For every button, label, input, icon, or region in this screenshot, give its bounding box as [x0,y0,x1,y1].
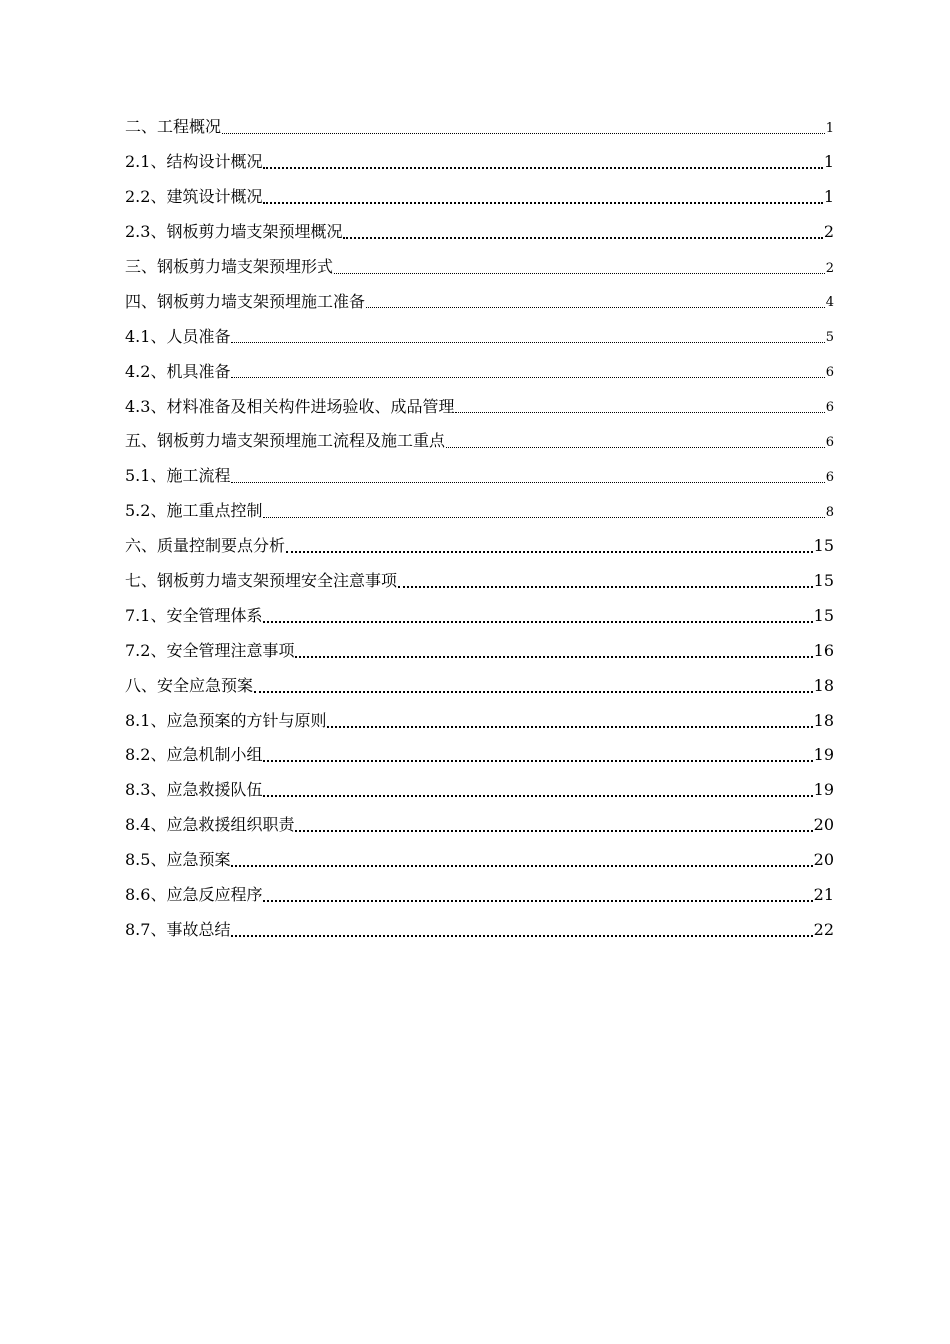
toc-entry-page-number: 20 [813,850,834,870]
toc-dot-leader [254,691,813,693]
table-of-contents [125,110,834,947]
toc-entry-title: 4.1、人员准备 [125,326,231,346]
toc-entry[interactable] [125,145,834,180]
toc-dot-leader [366,307,825,308]
toc-entry[interactable] [125,284,834,319]
toc-dot-leader [327,726,812,728]
toc-entry-title: 4.3、材料准备及相关构件进场验收、成品管理 [125,396,455,416]
toc-entry-title: 7.2、安全管理注意事项 [125,640,295,660]
toc-entry-page-number: 1 [823,187,834,207]
toc-entry-title: 七、钢板剪力墙支架预埋安全注意事项 [125,571,398,591]
toc-entry-title: 5.2、施工重点控制 [125,501,263,521]
toc-entry-page-number: 2 [825,260,834,276]
toc-entry[interactable] [125,633,834,668]
toc-dot-leader [263,167,822,169]
toc-entry[interactable] [125,668,834,703]
toc-dot-leader [334,273,825,274]
toc-entry-title: 2.1、结构设计概况 [125,152,263,172]
toc-entry-page-number: 19 [813,780,834,800]
toc-dot-leader [263,202,822,204]
toc-entry-page-number: 18 [813,675,834,695]
toc-entry-title: 5.1、施工流程 [125,466,231,486]
toc-entry[interactable] [125,808,834,843]
toc-entry-title: 五、钢板剪力墙支架预埋施工流程及施工重点 [125,431,446,451]
toc-entry[interactable] [125,773,834,808]
toc-entry-title: 8.2、应急机制小组 [125,745,263,765]
toc-dot-leader [263,795,812,797]
toc-entry-page-number: 15 [813,605,834,625]
toc-entry-page-number: 5 [825,330,834,346]
toc-entry[interactable] [125,494,834,529]
toc-dot-leader [263,900,812,902]
toc-entry[interactable] [125,598,834,633]
toc-entry[interactable] [125,843,834,878]
toc-dot-leader [455,412,824,413]
toc-entry[interactable] [125,703,834,738]
toc-dot-leader [295,830,812,832]
toc-entry-page-number: 15 [813,536,834,556]
toc-entry-page-number: 6 [825,469,834,485]
toc-entry[interactable] [125,424,834,459]
toc-entry-title: 四、钢板剪力墙支架预埋施工准备 [125,291,366,311]
toc-dot-leader [286,551,813,553]
toc-dot-leader [222,133,825,134]
toc-entry-title: 八、安全应急预案 [125,675,254,695]
toc-entry[interactable] [125,738,834,773]
toc-entry[interactable] [125,564,834,599]
toc-entry-title: 8.1、应急预案的方针与原则 [125,710,327,730]
toc-entry-title: 4.2、机具准备 [125,361,231,381]
toc-entry-page-number: 6 [825,400,834,416]
toc-entry-page-number: 20 [813,815,834,835]
toc-dot-leader [231,865,812,867]
toc-dot-leader [446,447,825,448]
toc-entry-page-number: 15 [813,571,834,591]
toc-dot-leader [263,760,812,762]
toc-entry[interactable] [125,110,834,145]
toc-entry-title: 二、工程概况 [125,117,222,137]
toc-entry-page-number: 6 [825,434,834,450]
toc-dot-leader [231,935,812,937]
toc-entry[interactable] [125,180,834,215]
toc-entry[interactable] [125,354,834,389]
toc-entry[interactable] [125,912,834,947]
toc-entry-page-number: 1 [825,120,834,136]
toc-entry-page-number: 1 [823,152,834,172]
toc-entry-title: 8.3、应急救援队伍 [125,780,263,800]
toc-entry-title: 2.2、建筑设计概况 [125,187,263,207]
toc-entry[interactable] [125,215,834,250]
toc-entry-page-number: 21 [813,885,834,905]
toc-dot-leader [343,237,822,239]
toc-entry-title: 三、钢板剪力墙支架预埋形式 [125,257,334,276]
toc-dot-leader [231,377,824,378]
toc-dot-leader [231,342,824,343]
toc-entry[interactable] [125,529,834,564]
toc-entry-title: 六、质量控制要点分析 [125,536,286,556]
toc-dot-leader [398,586,813,588]
toc-entry[interactable] [125,319,834,354]
toc-entry-page-number: 6 [825,365,834,381]
toc-entry-title: 8.6、应急反应程序 [125,885,263,905]
toc-entry-title: 2.3、钢板剪力墙支架预埋概况 [125,222,343,242]
toc-dot-leader [231,482,824,483]
toc-entry-page-number: 19 [813,745,834,765]
toc-dot-leader [263,621,812,623]
toc-entry-title: 8.4、应急救援组织职责 [125,815,295,835]
toc-entry[interactable] [125,389,834,424]
toc-dot-leader [263,517,824,518]
toc-entry-page-number: 18 [813,710,834,730]
toc-entry[interactable] [125,878,834,913]
toc-entry-title: 8.7、事故总结 [125,919,231,939]
toc-entry-page-number: 2 [823,222,834,242]
toc-entry-page-number: 22 [813,919,834,939]
toc-entry-title: 8.5、应急预案 [125,850,231,870]
toc-dot-leader [295,656,812,658]
toc-entry-page-number: 4 [825,295,834,311]
toc-entry[interactable] [125,459,834,494]
toc-entry-page-number: 16 [813,640,834,660]
toc-entry-title: 7.1、安全管理体系 [125,605,263,625]
toc-entry[interactable] [125,250,834,285]
toc-entry-page-number: 8 [825,504,834,520]
